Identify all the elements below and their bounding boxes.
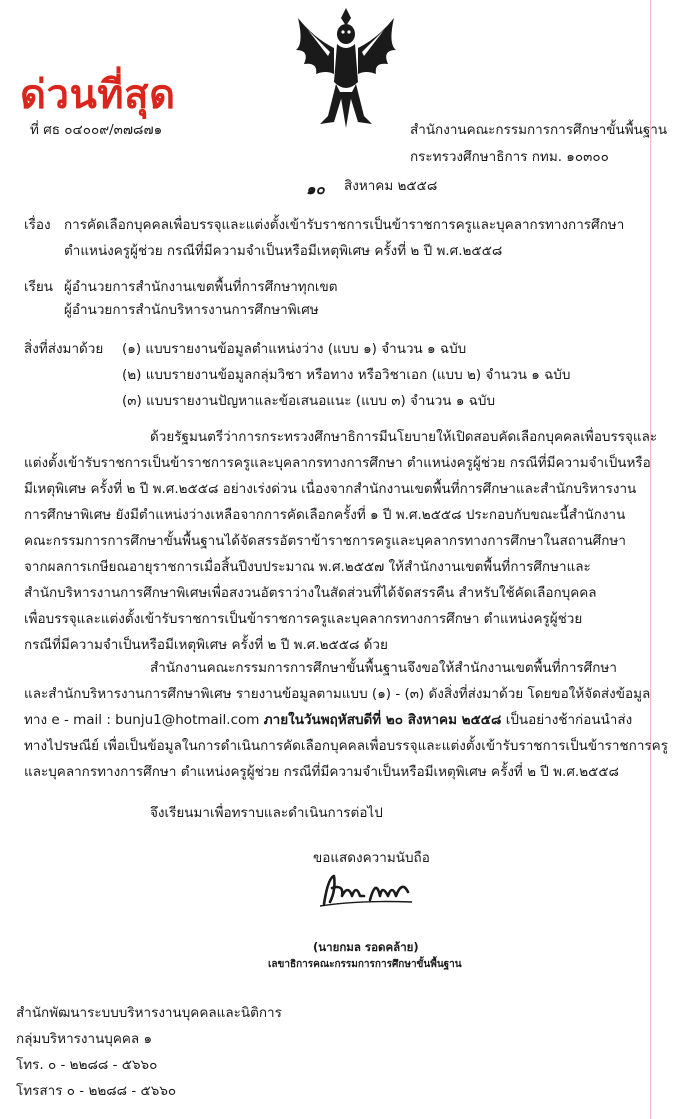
body1-line: การศึกษาพิเศษ ยังมีตำแหน่งว่างเหลือจากการคัดเลือกครั้งที่ ๑ ปี พ.ศ.๒๕๕๘ ประกอบกับขณะนี้สำนักงาน [24, 507, 626, 523]
closing-request: จึงเรียนมาเพื่อทราบและดำเนินการต่อไป [150, 805, 383, 821]
body2-line: สำนักงานคณะกรรมการการศึกษาขั้นพื้นฐานจึงขอให้สำนักงานเขตพื้นที่การศึกษา [150, 660, 617, 676]
subject-line-2: ตำแหน่งครูผู้ช่วย กรณีที่มีความจำเป็นหรือมีเหตุพิเศษ ครั้งที่ ๒ ปี พ.ศ.๒๕๕๘ [64, 243, 503, 259]
page-edge-line [650, 0, 651, 1119]
enclosure-item-1: (๑) แบบรายงานข้อมูลตำแหน่งว่าง (แบบ ๑) จำนวน ๑ ฉบับ [122, 341, 467, 357]
enclosure-item-2: (๒) แบบรายงานข้อมูลกลุ่มวิชา หรือทาง หรือวิชาเอก (แบบ ๒) จำนวน ๑ ฉบับ [122, 367, 571, 383]
date-day: ๑๐ [306, 180, 325, 198]
body2-line: และบุคลากรทางการศึกษา ตำแหน่งครูผู้ช่วย กรณีที่มีความจำเป็นหรือมีเหตุพิเศษ ครั้งที่ ๒ ปี พ.ศ.๒๕๕๘ [24, 764, 619, 780]
footer-line-1: สำนักพัฒนาระบบบริหารงานบุคคลและนิติการ [16, 1005, 282, 1021]
body1-line: ด้วยรัฐมนตรีว่าการกระทรวงศึกษาธิการมีนโยบายให้เปิดสอบคัดเลือกบุคคลเพื่อบรรจุและ [150, 429, 658, 445]
to-line-2: ผู้อำนวยการสำนักบริหารงานการศึกษาพิเศษ [64, 302, 319, 318]
subject-line-1: การคัดเลือกบุคคลเพื่อบรรจุและแต่งตั้งเข้ารับราชการเป็นข้าราชการครูและบุคลากรทางการศึกษา [64, 217, 625, 233]
signer-title: เลขาธิการคณะกรรมการการศึกษาขั้นพื้นฐาน [268, 959, 462, 970]
date-month-year: สิงหาคม ๒๕๕๘ [344, 178, 438, 194]
footer-line-2: กลุ่มบริหารงานบุคคล ๑ [16, 1031, 153, 1047]
email-text: ทาง e - mail : bunju1@hotmail.com [24, 712, 264, 728]
body2-line-email [24, 714, 632, 728]
footer-fax: โทรสาร ๐ - ๒๒๘๘ - ๕๖๖๐ [16, 1083, 177, 1099]
email-line-tail: เป็นอย่างช้าก่อนนำส่ง [501, 712, 633, 728]
office-line-1: สำนักงานคณะกรรมการการศึกษาขั้นพื้นฐาน [410, 122, 668, 138]
urgent-stamp: ด่วนที่สุด [20, 72, 176, 118]
body1-line: เพื่อบรรจุและแต่งตั้งเข้ารับราชการเป็นข้าราชการครูและบุคลากรทางการศึกษา ตำแหน่งครูผู้ช่วย [24, 611, 583, 627]
body1-line: สำนักบริหารงานการศึกษาพิเศษเพื่อสงวนอัตราว่างในสัดส่วนที่ได้จัดสรรคืน สำหรับใช้คัดเลือกบุคคล [24, 585, 597, 601]
body1-line: กรณีที่มีความจำเป็นหรือมีเหตุพิเศษ ครั้งที่ ๒ ปี พ.ศ.๒๕๕๘ ด้วย [24, 637, 388, 653]
to-label: เรียน [24, 279, 54, 295]
body1-line: มีเหตุพิเศษ ครั้งที่ ๒ ปี พ.ศ.๒๕๕๘ อย่างเร่งด่วน เนื่องจากสำนักงานเขตพื้นที่การศึกษาและสำนักบริหารงาน [24, 481, 637, 497]
to-line-1: ผู้อำนวยการสำนักงานเขตพื้นที่การศึกษาทุกเขต [64, 279, 338, 295]
footer-phone: โทร. ๐ - ๒๒๘๘ - ๕๖๖๐ [16, 1057, 158, 1073]
enclosures-label: สิ่งที่ส่งมาด้วย [24, 341, 104, 357]
handwritten-signature [318, 870, 414, 910]
subject-label: เรื่อง [24, 217, 51, 233]
garuda-emblem-icon [290, 4, 402, 132]
body2-line: ทางไปรษณีย์ เพื่อเป็นข้อมูลในการดำเนินการคัดเลือกบุคคลเพื่อบรรจุและแต่งตั้งเข้ารับราชการเป็นข้าราชการครู [24, 738, 668, 754]
body1-line: แต่งตั้งเข้ารับราชการเป็นข้าราชการครูและบุคลากรทางการศึกษา ตำแหน่งครูผู้ช่วย กรณีที่มีความจำเป็นหรือ [24, 455, 651, 471]
signer-name: (นายกมล รอดคล้าย) [313, 940, 419, 954]
body1-line: จากผลการเกษียณอายุราชการเมื่อสิ้นปีงบประมาณ พ.ศ.๒๕๕๗ ให้สำนักงานเขตพื้นที่การศึกษาและ [24, 559, 591, 575]
office-line-2: กระทรวงศึกษาธิการ กทม. ๑๐๓๐๐ [410, 149, 609, 165]
complimentary-close: ขอแสดงความนับถือ [313, 850, 430, 866]
reference-number: ที่ ศธ ๐๔๐๐๙/๓๗๘๗๑ [30, 122, 163, 138]
enclosure-item-3: (๓) แบบรายงานปัญหาและข้อเสนอแนะ (แบบ ๓) จำนวน ๑ ฉบับ [122, 393, 496, 409]
body1-line: คณะกรรมการการศึกษาขั้นพื้นฐานได้จัดสรรอัตราข้าราชการครูและบุคลากรทางการศึกษาในสถานศึกษา [24, 533, 626, 549]
deadline-text: ภายในวันพฤหัสบดีที่ ๒๐ สิงหาคม ๒๕๕๘ [263, 712, 502, 728]
body2-line: และสำนักบริหารงานการศึกษาพิเศษ รายงานข้อมูลตามแบบ (๑) - (๓) ดังสิ่งที่ส่งมาด้วย โดยขอให้จัดส่งข้อมูล [24, 686, 651, 702]
